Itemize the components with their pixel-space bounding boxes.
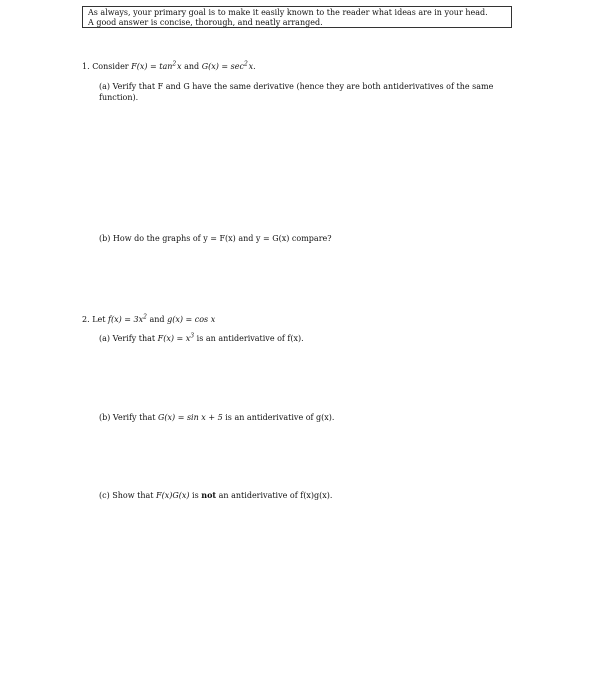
problem-2a-post: is an antiderivative of f(x). <box>196 334 304 343</box>
problem-2c <box>99 490 332 501</box>
instructions-box <box>82 6 512 28</box>
problem-1b-text: How do the graphs of y = F(x) and y = G(x) compare? <box>112 234 332 243</box>
problem-1-F-definition: $F(x) = \tan^2$ x <box>131 60 182 71</box>
problem-2c-bold: not <box>201 490 217 500</box>
problem-2-intro: Let <box>92 315 106 324</box>
problem-2-g-definition: g(x) = cos x <box>167 315 216 324</box>
problem-2a <box>99 333 304 344</box>
problem-2a-math: $F(x) = x^3$ <box>157 332 195 343</box>
problem-2c-pre: Show that <box>112 491 154 500</box>
problem-1a-label: (a) <box>99 82 111 91</box>
problem-2b-label: (b) <box>99 413 111 422</box>
problem-2-number: 2. <box>82 315 90 324</box>
problem-1-G-definition: $G(x) = \sec^2$ x. <box>201 60 256 71</box>
problem-1b-label: (b) <box>99 234 111 243</box>
problem-2b-pre: Verify that <box>112 413 156 422</box>
problem-2c-mid: is <box>192 491 199 500</box>
instructions-line-2: A good answer is concise, thorough, and neatly arranged. <box>88 18 323 27</box>
problem-2c-label: (c) <box>99 491 110 500</box>
problem-1a <box>99 81 529 103</box>
problem-1a-text: Verify that F and G have the same derivative (hence they are both antiderivatives of the same function). <box>99 82 494 102</box>
problem-2b <box>99 412 334 423</box>
problem-2-statement <box>82 314 215 325</box>
problem-1-statement <box>82 61 256 72</box>
problem-2c-post: an antiderivative of f(x)g(x). <box>218 491 333 500</box>
problem-2b-math: G(x) = sin x + 5 <box>158 413 223 422</box>
problem-2c-math: F(x)G(x) <box>156 491 190 500</box>
problem-1-number: 1. <box>82 62 90 71</box>
problem-2a-label: (a) <box>99 334 111 343</box>
problem-2-f-definition: $f(x) = 3x^2$ <box>108 313 147 324</box>
instructions-line-1: As always, your primary goal is to make it easily known to the reader what ideas are in your head. <box>88 8 488 17</box>
problem-2a-pre: Verify that <box>112 334 156 343</box>
problem-2b-post: is an antiderivative of g(x). <box>225 413 335 422</box>
problem-1-intro: Consider <box>92 62 129 71</box>
problem-1b <box>99 233 332 244</box>
problem-1-and: and <box>184 62 200 71</box>
problem-2-and: and <box>149 315 165 324</box>
